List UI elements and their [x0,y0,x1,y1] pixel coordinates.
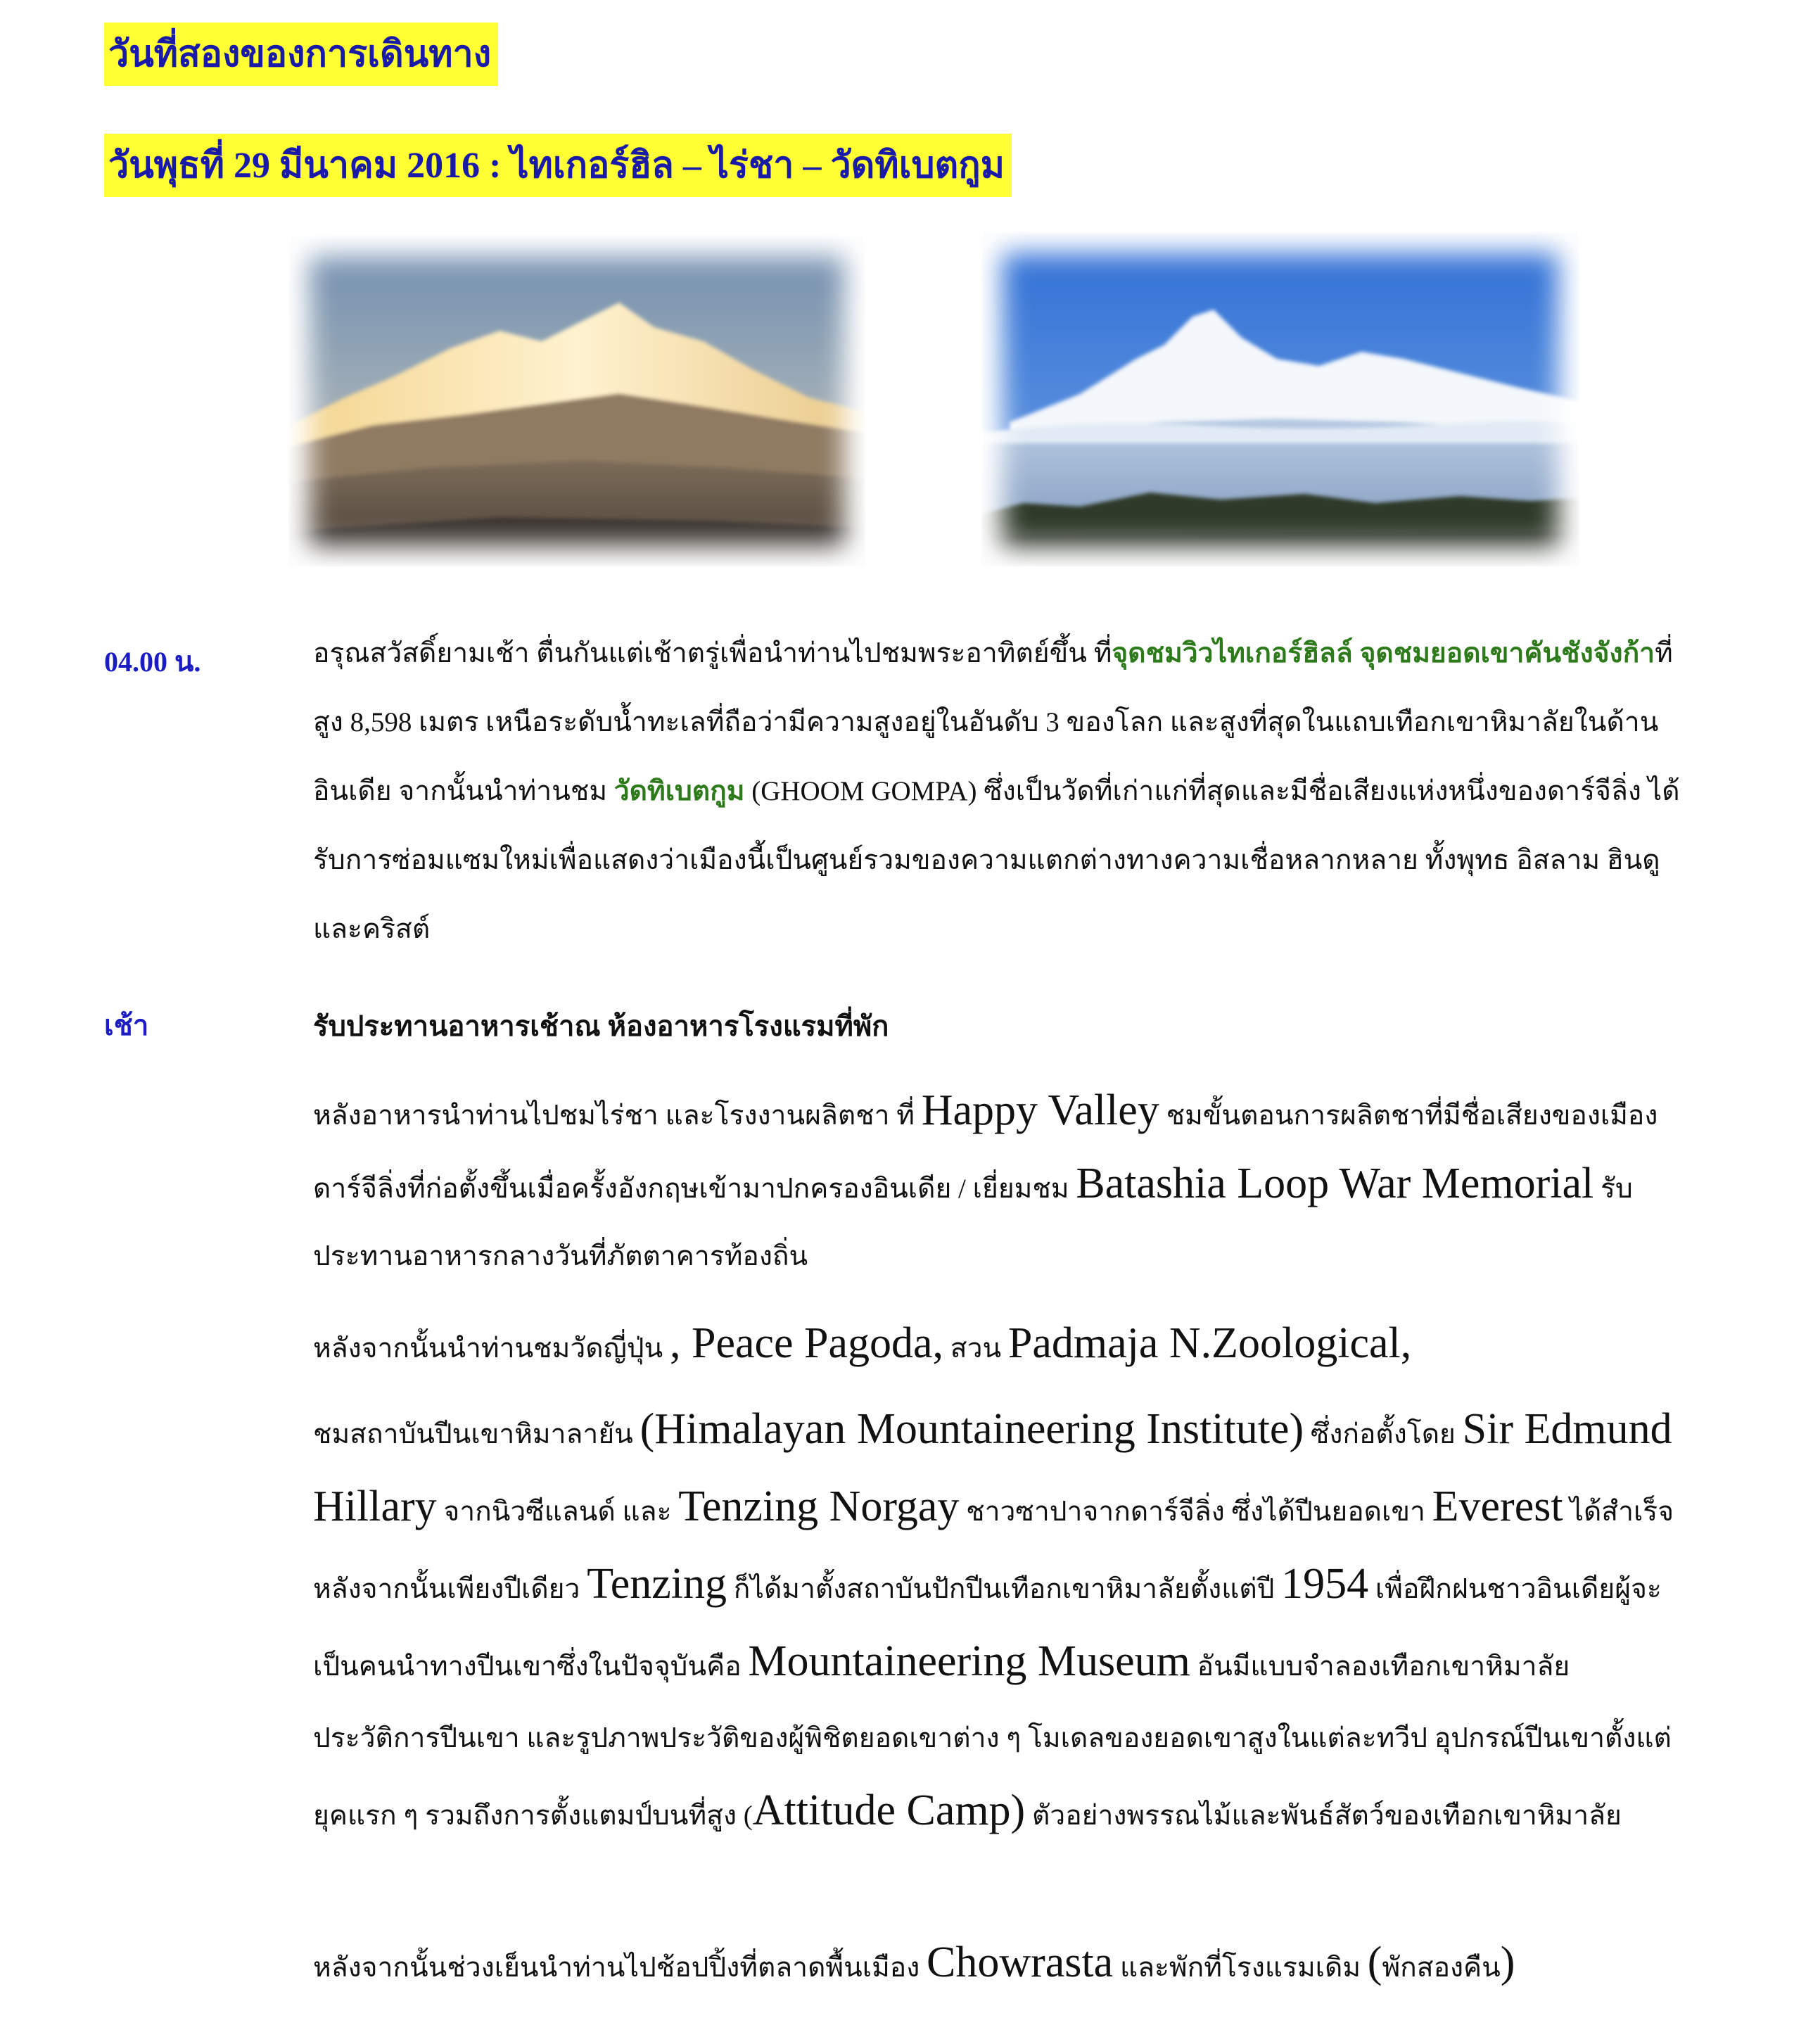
text-segment: พักสองคืน [1382,1953,1501,1983]
institute-name-text: (Himalayan Mountaineering Institute) [640,1405,1304,1453]
sunrise-mountain-photo [288,236,865,566]
text-segment: (GHOOM GOMPA) ซึ่งเป็นวัดที่เก่าแก่ที่สุดและมีชื่อเสียงแห่งหนึ่งของดาร์จีลิ่ง ได้รับการซ่อมแซมใหม่เพื่อแสดงว่าเมืองนี้เป็นศูนย์รวมของความแตกต่างทางความเชื่อหลากหลาย ทั้งพุทธ อิสลาม ฮินดู และคริสต์ [313,776,1680,944]
zoological-text: Padmaja N.Zoological, [1007,1319,1412,1367]
ghoom-gompa-highlight: วัดทิเบตกูม [613,776,745,806]
tenzing-text: Tenzing [587,1560,727,1608]
text-segment: หลังอาหารนำท่านไปชมไร่ชา และโรงงานผลิตชา ที่ [313,1100,922,1131]
text-segment: อรุณสวัสดิ์ยามเช้า ตื่นกันแต่เช้าตรู่เพื่อนำท่านไปชมพระอาทิตย์ขึ้น ที่ [313,638,1112,668]
text-segment: ก็ได้มาตั้งสถาบันปักปีนเทือกเขาหิมาลัยตั้งแต่ปี [727,1574,1282,1604]
chowrasta-text: Chowrasta [927,1938,1114,1986]
text-segment: อันมีแบบจำลองเทือกเขาหิมาลัย ประวัติการปีนเขา และรูปภาพประวัติของผู้พิชิตยอดเขาต่าง ๆ โมเดลของยอดเขาสูงในแต่ละทวีป อุปกรณ์ปีนเขาตั้งแต่ยุคแรก ๆ รวมถึงการตั้งแตมป์บนที่สูง ( [313,1651,1672,1831]
paragraph-sunrise [313,619,1692,964]
happy-valley-text: Happy Valley [921,1086,1159,1134]
text-segment: หลังจากนั้นนำท่านชมวัดญี่ปุ่น [313,1333,670,1364]
text-segment: ชาวซาปาจากดาร์จีลิ่ง ซึ่งได้ปีนยอดเขา [959,1497,1432,1527]
museum-text: Mountaineering Museum [748,1637,1190,1685]
text-segment: และพักที่โรงแรมเดิม [1113,1953,1368,1983]
paragraph-tea-garden [313,1077,1692,1290]
breakfast-line: รับประทานอาหารเช้าณ ห้องอาหารโรงแรมที่พัก [313,1010,889,1042]
text-segment: ซึ่งก่อตั้งโดย [1304,1419,1463,1449]
everest-text: Everest [1432,1483,1563,1530]
date-title: วันพุธที่ 29 มีนาคม 2016 : ไทเกอร์ฮิล – ไร่ชา – วัดทิเบตกูม [104,134,1012,197]
text-segment: รับประทานอาหารกลางวันที่ภัตตาคารท้องถิ่น [313,1174,1633,1271]
paren-close: ) [1500,1938,1515,1986]
text-segment: ได้สำเร็จ หลังจากนั้นเพียงปีเดียว [313,1497,1674,1604]
daytime-mountain-photo [981,232,1579,566]
text-segment: ตัวอย่างพรรณไม้และพันธ์สัตว์ของเทือกเขาหิมาลัย [1025,1801,1622,1831]
paren-open: ( [1367,1938,1382,1986]
text-segment: ชมสถาบันปีนเขาหิมาลายัน [313,1419,640,1449]
day-title: วันที่สองของการเดินทาง [104,23,498,86]
text-segment: หลังจากนั้นช่วงเย็นนำท่านไปช้อปปิ้งที่ตลาดพื้นเมือง [313,1953,927,1983]
time-morning: เช้า [104,1010,149,1041]
peace-pagoda-text: , Peace Pagoda, [669,1319,944,1367]
text-segment: จากนิวซีแลนด์ และ [436,1497,679,1527]
text-segment: ที่สูง 8,598 เมตร เหนือระดับน้ำทะเลที่ถือว่ามีความสูงอยู่ในอันดับ 3 ของโลก และสูงที่สุดในแถบเทือกเขาหิมาลัยในด้านอินเดีย จากนั้นนำท่านชม [313,638,1673,806]
text-segment: เพื่อฝึกฝนชาวอินเดียผู้จะเป็นคนนำทางปีนเขาซึ่งในปัจจุบันคือ [313,1574,1662,1682]
paragraph-chowrasta [313,1928,1692,2002]
text-segment: ชมขั้นตอนการผลิตชาที่มีชื่อเสียงของเมืองดาร์จีลิ่งที่ก่อตั้งขึ้นเมื่อครั้งอังกฤษเข้ามาปกครองอินเดีย / เยี่ยมชม [313,1100,1658,1204]
batashia-loop-text: Batashia Loop War Memorial [1076,1160,1594,1207]
paragraph-himalayan-institute [313,1393,1692,1852]
year-1954-text: 1954 [1281,1560,1369,1608]
hillary-text: Sir Edmund Hillary [313,1405,1672,1530]
tiger-hill-highlight: จุดชมวิวไทเกอร์ฮิลล์ จุดชมยอดเขาคันชังจังก้า [1112,638,1655,668]
text-segment: สวน [943,1333,1008,1364]
norgay-text: Tenzing Norgay [678,1483,960,1530]
paragraph-peace-pagoda [313,1309,1692,1383]
time-0400: 04.00 น. [104,646,201,678]
attitude-camp-text: Attitude Camp) [752,1786,1026,1834]
